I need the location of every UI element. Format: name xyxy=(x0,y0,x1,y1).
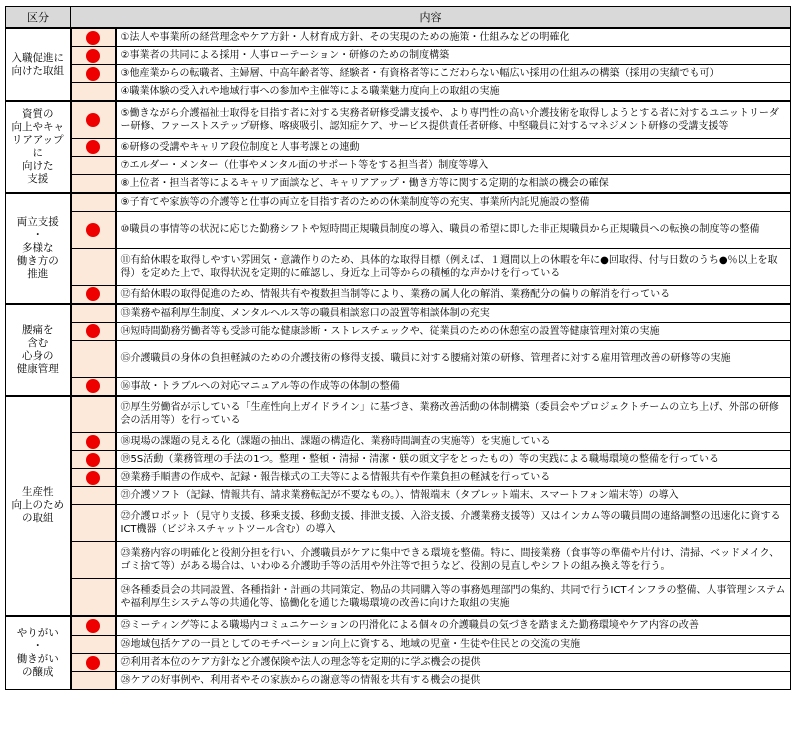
selection-cell[interactable] xyxy=(71,616,116,636)
table-row xyxy=(6,487,791,505)
table-row xyxy=(6,469,791,487)
item-text: ⑦エルダー・メンター（仕事やメンタル面のサポート等をする担当者）制度等導入 xyxy=(116,156,791,174)
table-row xyxy=(6,248,791,285)
item-text: ⑧上位者・担当者等によるキャリア面談など、キャリアアップ・働き方等に関する定期的な相談の機会の確保 xyxy=(116,174,791,193)
item-text: ⑤働きながら介護福祉士取得を目指す者に対する実務者研修受講支援や、より専門性の高い介護技術を取得しようとする者に対するユニットリーダー研修、ファーストステップ研修、喀痰吸引、認知症ケア、サービス提供責任者研修、中堅職員に対するマネジメント研修の受講支援等 xyxy=(116,101,791,138)
category-label-line: 入職促進に xyxy=(11,51,64,64)
category-label-line: 心身の xyxy=(22,349,54,362)
item-text: ①法人や事業所の経営理念やケア方針・人材育成方針、その実現のための施策・仕組みなどの明確化 xyxy=(116,28,791,47)
item-text: ⑥研修の受講やキャリア段位制度と人事考課との連動 xyxy=(116,138,791,156)
item-text: ⑫有給休暇の取得促進のため、情報共有や複数担当制等により、業務の属人化の解消、業務配分の偏りの解消を行っている xyxy=(116,285,791,304)
table-row xyxy=(6,505,791,542)
table-row xyxy=(6,451,791,469)
item-text: ㉘ケアの好事例や、利用者やその家族からの謝意等の情報を共有する機会の提供 xyxy=(116,672,791,690)
selection-cell[interactable] xyxy=(71,377,116,396)
selection-cell[interactable] xyxy=(71,156,116,174)
item-text: ⑭短時間勤務労働者等も受診可能な健康診断・ストレスチェックや、従業員のための休憩室の設置等健康管理対策の実施 xyxy=(116,322,791,340)
item-text: ⑮介護職員の身体の負担軽減のための介護技術の修得支援、職員に対する腰痛対策の研修、管理者に対する雇用管理改善の研修等の実施 xyxy=(116,340,791,377)
selection-cell[interactable] xyxy=(71,193,116,212)
selection-cell[interactable] xyxy=(71,396,116,433)
item-text: ⑳業務手順書の作成や、記録・報告様式の工夫等による情報共有や作業負担の軽減を行っている xyxy=(116,469,791,487)
table-row xyxy=(6,83,791,102)
category-label-line: 向上のため xyxy=(11,499,64,511)
category-label-line: 向けた xyxy=(22,159,54,172)
table-row xyxy=(6,138,791,156)
table-row xyxy=(6,636,791,654)
item-text: ⑬業務や福利厚生制度、メンタルヘルス等の職員相談窓口の設置等相談体制の充実 xyxy=(116,304,791,323)
item-text: ㉗利用者本位のケア方針など介護保険や法人の理念等を定期的に学ぶ機会の提供 xyxy=(116,654,791,672)
item-text: ⑲5S活動（業務管理の手法の1つ。整理・整頓・清掃・清潔・躾の頭文字をとったもの）等の実践による職場環境の整備を行っている xyxy=(116,451,791,469)
selected-marker-icon xyxy=(86,619,100,633)
selected-marker-icon xyxy=(86,67,100,81)
selection-cell[interactable] xyxy=(71,654,116,672)
selection-cell[interactable] xyxy=(71,101,116,138)
item-text: ㉓業務内容の明確化と役割分担を行い、介護職員がケアに集中できる環境を整備。特に、間接業務（食事等の準備や片付け、清掃、ベッドメイク、ゴミ捨て等）がある場合は、いわゆる介護助手等の活用や外注等で担うなど、役割の見直しやシフトの組み換え等を行う。 xyxy=(116,542,791,579)
header-content: 内容 xyxy=(71,7,791,29)
selection-cell[interactable] xyxy=(71,304,116,323)
table-row xyxy=(6,542,791,579)
item-text: ⑪有給休暇を取得しやすい雰囲気・意識作りのため、具体的な取得目標（例えば、１週間以上の休暇を年に●回取得、付与日数のうち●％以上を取得）を定めた上で、取得状況を定期的に確認し、身近な上司等からの積極的な声かけを行っている xyxy=(116,248,791,285)
selection-cell[interactable] xyxy=(71,579,116,616)
selected-marker-icon xyxy=(86,324,100,338)
item-text: ㉔各種委員会の共同設置、各種指針・計画の共同策定、物品の共同購入等の事務処理部門の集約、共同で行うICTインフラの整備、人事管理システムや福利厚生システム等の共通化等、協働化を通じた職場環境の改善に向けた取組の実施 xyxy=(116,579,791,616)
category-label-line: 支援 xyxy=(27,172,49,185)
selection-cell[interactable] xyxy=(71,636,116,654)
selected-marker-icon xyxy=(86,113,100,127)
selection-cell[interactable] xyxy=(71,65,116,83)
category-label-line: ・ xyxy=(32,228,43,241)
category-label-line: 多様な xyxy=(22,241,54,254)
table-row xyxy=(6,211,791,248)
table-row xyxy=(6,101,791,138)
table-row xyxy=(6,672,791,690)
selected-marker-icon xyxy=(86,31,100,45)
selection-cell[interactable] xyxy=(71,451,116,469)
category-label-line: に xyxy=(32,146,43,159)
table-body xyxy=(6,28,791,690)
category-label-line: リアアップ xyxy=(11,133,64,146)
table-row xyxy=(6,285,791,304)
category-label xyxy=(6,193,71,304)
item-text: ⑱現場の課題の見える化（課題の抽出、課題の構造化、業務時間調査の実施等）を実施している xyxy=(116,433,791,451)
category-label-line: 含む xyxy=(27,336,49,349)
selection-cell[interactable] xyxy=(71,211,116,248)
table-row xyxy=(6,156,791,174)
measures-table xyxy=(5,6,791,690)
item-text: ㉒介護ロボット（見守り支援、移乗支援、移動支援、排泄支援、入浴支援、介護業務支援等）又はインカム等の職員間の連絡調整の迅速化に資するICT機器（ビジネスチャットツール含む）の導入 xyxy=(116,505,791,542)
table-row xyxy=(6,65,791,83)
selection-cell[interactable] xyxy=(71,672,116,690)
table-row xyxy=(6,654,791,672)
table-row xyxy=(6,377,791,396)
selection-cell[interactable] xyxy=(71,174,116,193)
selected-marker-icon xyxy=(86,379,100,393)
selection-cell[interactable] xyxy=(71,505,116,542)
category-label-line: 向上やキャ xyxy=(11,120,64,133)
category-label-line: の醸成 xyxy=(22,665,54,678)
selected-marker-icon xyxy=(86,453,100,467)
item-text: ㉕ミーティング等による職場内コミュニケーションの円滑化による個々の介護職員の気づきを踏まえた勤務環境やケア内容の改善 xyxy=(116,616,791,636)
category-label-line: 生産性 xyxy=(22,486,54,498)
table-row xyxy=(6,433,791,451)
selection-cell[interactable] xyxy=(71,83,116,102)
category-label-line: 働きがい xyxy=(16,652,59,665)
table-row xyxy=(6,304,791,323)
item-text: ③他産業からの転職者、主婦層、中高年齢者等、経験者・有資格者等にこだわらない幅広い採用の仕組みの構築（採用の実績でも可） xyxy=(116,65,791,83)
item-text: ㉑介護ソフト（記録、情報共有、請求業務転記が不要なもの。）、情報端末（タブレット端末、スマートフォン端末等）の導入 xyxy=(116,487,791,505)
selection-cell[interactable] xyxy=(71,469,116,487)
selection-cell[interactable] xyxy=(71,138,116,156)
table-row xyxy=(6,616,791,636)
category-label-line: 両立支援 xyxy=(16,215,59,228)
category-label-line: 健康管理 xyxy=(16,362,59,375)
selected-marker-icon xyxy=(86,49,100,63)
category-label xyxy=(6,101,71,193)
table-row xyxy=(6,340,791,377)
selected-marker-icon xyxy=(86,435,100,449)
category-label xyxy=(6,616,71,690)
selected-marker-icon xyxy=(86,471,100,485)
selected-marker-icon xyxy=(86,140,100,154)
selected-marker-icon xyxy=(86,223,100,237)
item-text: ⑯事故・トラブルへの対応マニュアル等の作成等の体制の整備 xyxy=(116,377,791,396)
selection-cell[interactable] xyxy=(71,285,116,304)
category-label xyxy=(6,28,71,101)
table-row xyxy=(6,396,791,433)
selection-cell[interactable] xyxy=(71,47,116,65)
category-label-line: やりがい xyxy=(16,626,59,639)
selection-cell[interactable] xyxy=(71,248,116,285)
selection-cell[interactable] xyxy=(71,487,116,505)
selected-marker-icon xyxy=(86,656,100,670)
table-row xyxy=(6,322,791,340)
category-label xyxy=(6,304,71,396)
category-label-line: 推進 xyxy=(27,267,49,280)
selection-cell[interactable] xyxy=(71,542,116,579)
selection-cell[interactable] xyxy=(71,28,116,47)
header-category: 区分 xyxy=(6,7,71,29)
category-label-line: ・ xyxy=(32,639,43,652)
selected-marker-icon xyxy=(86,287,100,301)
category-label-line: 向けた取組 xyxy=(11,64,64,77)
item-text: ④職業体験の受入れや地域行事への参加や主催等による職業魅力度向上の取組の実施 xyxy=(116,83,791,102)
selection-cell[interactable] xyxy=(71,433,116,451)
item-text: ②事業者の共同による採用・人事ローテーション・研修のための制度構築 xyxy=(116,47,791,65)
category-label-line: の取組 xyxy=(22,512,54,524)
category-label xyxy=(6,396,71,616)
table-row xyxy=(6,47,791,65)
item-text: ⑩職員の事情等の状況に応じた勤務シフトや短時間正規職員制度の導入、職員の希望に即した非正規職員から正規職員への転換の制度等の整備 xyxy=(116,211,791,248)
selection-cell[interactable] xyxy=(71,340,116,377)
table-row xyxy=(6,579,791,616)
category-label-line: 働き方の xyxy=(16,254,59,267)
category-label-line: 腰痛を xyxy=(22,323,54,336)
table-row xyxy=(6,193,791,212)
category-label-line: 資質の xyxy=(22,107,54,120)
table-row xyxy=(6,28,791,47)
selection-cell[interactable] xyxy=(71,322,116,340)
table-row xyxy=(6,174,791,193)
item-text: ⑰厚生労働省が示している「生産性向上ガイドライン」に基づき、業務改善活動の体制構築（委員会やプロジェクトチームの立ち上げ、外部の研修会の活用等）を行っている xyxy=(116,396,791,433)
item-text: ㉖地域包括ケアの一員としてのモチベーション向上に資する、地域の児童・生徒や住民との交流の実施 xyxy=(116,636,791,654)
item-text: ⑨子育てや家族等の介護等と仕事の両立を目指す者のための休業制度等の充実、事業所内託児施設の整備 xyxy=(116,193,791,212)
